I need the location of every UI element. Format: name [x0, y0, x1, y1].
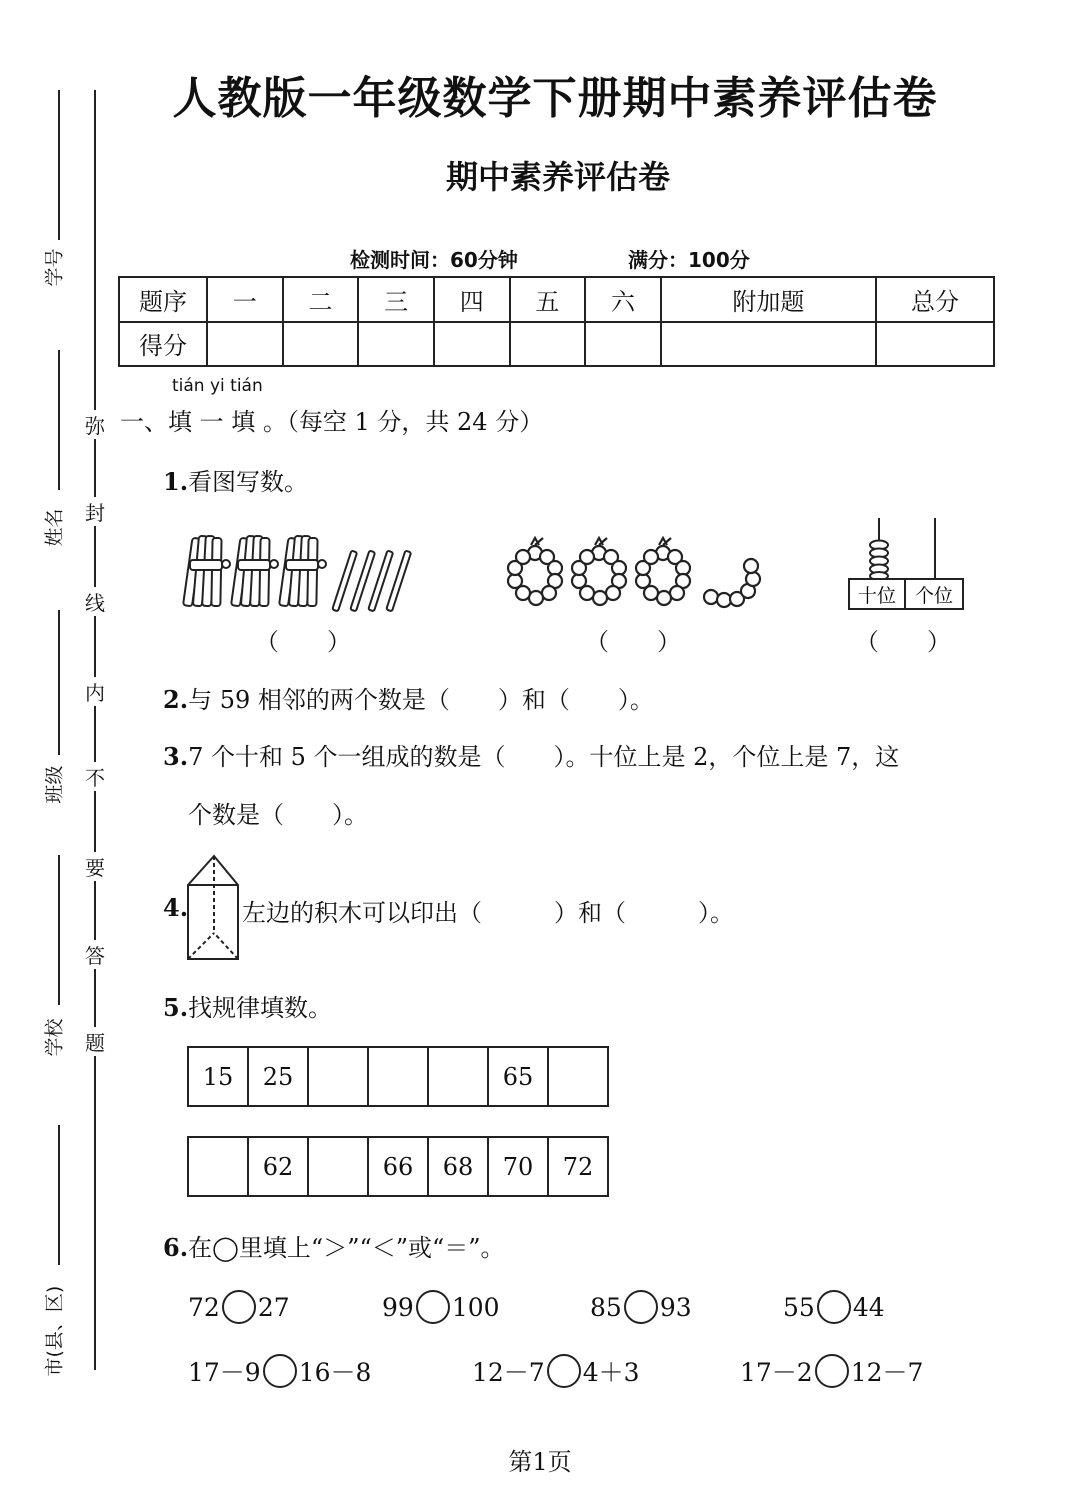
- field-line: [58, 610, 60, 755]
- question-number: 6.: [163, 1233, 189, 1262]
- question-1: [163, 462, 308, 497]
- field-line: [58, 855, 60, 1005]
- comparison-circle[interactable]: [815, 1354, 849, 1388]
- comparison-item: [740, 1353, 923, 1389]
- question-3-continuation: 个数是（ ）。: [188, 801, 368, 829]
- question-5: [163, 988, 332, 1023]
- question-6: [163, 1228, 505, 1263]
- full-score: 满分：100分: [628, 248, 750, 272]
- field-line: [58, 90, 60, 240]
- score-header-cell: 附加题: [661, 277, 876, 322]
- question-number: 2.: [163, 685, 189, 714]
- score-table-score-row: [119, 322, 994, 367]
- bead-ring: [636, 538, 690, 605]
- stick-bundle: [279, 536, 326, 607]
- abacus-ones-label: 个位: [914, 585, 954, 607]
- question-text: 7 个十和 5 个一组成的数是（ ）。十位上是 2，个位上是 7，这: [188, 743, 900, 771]
- bead-ring: [572, 538, 626, 605]
- seal-char: 封: [82, 497, 108, 526]
- page-number: 第1页: [508, 1448, 572, 1476]
- triangular-prism-block-icon: [186, 853, 242, 963]
- comparison-right: 12－7: [850, 1358, 924, 1387]
- sequence-row-2: [187, 1136, 609, 1197]
- score-header-cell: 六: [585, 277, 661, 322]
- score-cell[interactable]: [283, 322, 359, 367]
- question-number: 5.: [163, 993, 189, 1022]
- question-number: 4.: [163, 893, 189, 922]
- comparison-circle[interactable]: [416, 1290, 450, 1324]
- sequence-cell[interactable]: [188, 1137, 248, 1196]
- section-pinyin: tián yi tián: [172, 376, 263, 396]
- sequence-cell: 66: [368, 1137, 428, 1196]
- score-row-label: 得分: [119, 322, 207, 367]
- comparison-left: 17－2: [740, 1358, 813, 1387]
- stick-bundles-illustration: [180, 530, 425, 615]
- sequence-cell[interactable]: [368, 1047, 428, 1106]
- question-text: 看图写数。: [188, 468, 309, 496]
- comparison-right: 4＋3: [582, 1358, 640, 1387]
- stick-bundle: [231, 536, 278, 607]
- stick-bundle: [183, 536, 230, 607]
- answer-blank[interactable]: （ ）: [255, 628, 351, 656]
- score-cell[interactable]: [876, 322, 994, 367]
- score-header-cell: 题序: [119, 277, 207, 322]
- sequence-row-1: [187, 1046, 609, 1107]
- page-subtitle: 期中素养评估卷: [445, 158, 670, 196]
- school-label: 学校: [43, 1018, 66, 1057]
- sequence-cell[interactable]: [548, 1047, 608, 1106]
- comparison-item: [472, 1353, 640, 1389]
- district-label: 市(县、区): [43, 1285, 66, 1377]
- score-header-cell: 四: [434, 277, 510, 322]
- comparison-item: [188, 1290, 290, 1324]
- comparison-circle[interactable]: [547, 1354, 581, 1388]
- seal-char: 线: [82, 587, 108, 616]
- sequence-cell[interactable]: [428, 1047, 488, 1106]
- student-info-sidebar: [0, 0, 110, 1400]
- class-label: 班级: [43, 765, 66, 804]
- seal-char: 要: [82, 852, 108, 881]
- student-id-label: 学号: [43, 248, 66, 287]
- score-table-header-row: [119, 277, 994, 322]
- answer-blank[interactable]: （ ）: [585, 628, 681, 656]
- abacus-illustration: [845, 515, 967, 613]
- seal-char: 弥: [82, 410, 108, 439]
- comparison-left: 55: [783, 1292, 815, 1322]
- sequence-cell: 72: [548, 1137, 608, 1196]
- comparison-right: 16－8: [298, 1358, 372, 1387]
- question-number: 1.: [163, 467, 189, 496]
- comparison-left: 99: [382, 1292, 414, 1322]
- sequence-cell: 65: [488, 1047, 548, 1106]
- comparison-right: 100: [451, 1292, 500, 1322]
- question-4-text: 左边的积木可以印出（ ）和（ ）。: [242, 899, 734, 927]
- score-cell[interactable]: [434, 322, 510, 367]
- question-text: 在◯里填上“＞”“＜”或“＝”。: [188, 1234, 505, 1262]
- comparison-right: 27: [257, 1292, 290, 1322]
- seal-char: 内: [82, 677, 108, 706]
- score-header-cell: 五: [510, 277, 586, 322]
- comparison-left: 85: [590, 1292, 622, 1322]
- comparison-item: [783, 1290, 885, 1324]
- bead-chain: [704, 559, 760, 607]
- score-header-cell: 二: [283, 277, 359, 322]
- question-2: [163, 680, 654, 715]
- sequence-cell: 70: [488, 1137, 548, 1196]
- field-line: [58, 350, 60, 490]
- question-number: 3.: [163, 742, 189, 771]
- score-header-cell: 总分: [876, 277, 994, 322]
- exam-time: 检测时间：60分钟: [350, 248, 518, 272]
- answer-blank[interactable]: （ ）: [855, 628, 951, 656]
- comparison-right: 44: [852, 1292, 885, 1322]
- sequence-cell: 62: [248, 1137, 308, 1196]
- question-text: 找规律填数。: [188, 994, 333, 1022]
- comparison-item: [590, 1290, 692, 1324]
- score-cell[interactable]: [358, 322, 434, 367]
- sequence-cell: 15: [188, 1047, 248, 1106]
- question-text: 与 59 相邻的两个数是（ ）和（ ）。: [188, 686, 654, 714]
- comparison-circle[interactable]: [817, 1290, 851, 1324]
- score-header-cell: 一: [207, 277, 283, 322]
- seal-char: 不: [82, 762, 108, 791]
- comparison-left: 72: [188, 1292, 220, 1322]
- comparison-right: 93: [659, 1292, 692, 1322]
- score-cell[interactable]: [585, 322, 661, 367]
- sequence-cell: 68: [428, 1137, 488, 1196]
- sequence-cell[interactable]: [308, 1137, 368, 1196]
- abacus-tens-label: 十位: [857, 585, 897, 607]
- seal-line: [94, 90, 96, 1370]
- score-cell[interactable]: [207, 322, 283, 367]
- comparison-item: [188, 1353, 371, 1389]
- bead-ring: [508, 538, 562, 605]
- comparison-item: [382, 1290, 500, 1324]
- comparison-circle[interactable]: [222, 1290, 256, 1324]
- sequence-cell[interactable]: [308, 1047, 368, 1106]
- score-cell[interactable]: [510, 322, 586, 367]
- section-heading: 一、填 一 填 。（每空 1 分，共 24 分）: [120, 408, 544, 436]
- question-3: [163, 737, 899, 772]
- comparison-left: 17－9: [188, 1358, 261, 1387]
- score-header-cell: 三: [358, 277, 434, 322]
- score-cell[interactable]: [661, 322, 876, 367]
- page-title: 人教版一年级数学下册期中素养评估卷: [172, 73, 938, 124]
- bead-rings-illustration: [505, 535, 765, 615]
- comparison-circle[interactable]: [263, 1354, 297, 1388]
- seal-char: 答: [82, 940, 108, 969]
- field-line: [58, 1125, 60, 1265]
- comparison-left: 12－7: [472, 1358, 545, 1387]
- name-label: 姓名: [43, 508, 66, 547]
- sequence-cell: 25: [248, 1047, 308, 1106]
- comparison-circle[interactable]: [624, 1290, 658, 1324]
- seal-char: 题: [82, 1027, 108, 1056]
- score-table: [118, 276, 995, 367]
